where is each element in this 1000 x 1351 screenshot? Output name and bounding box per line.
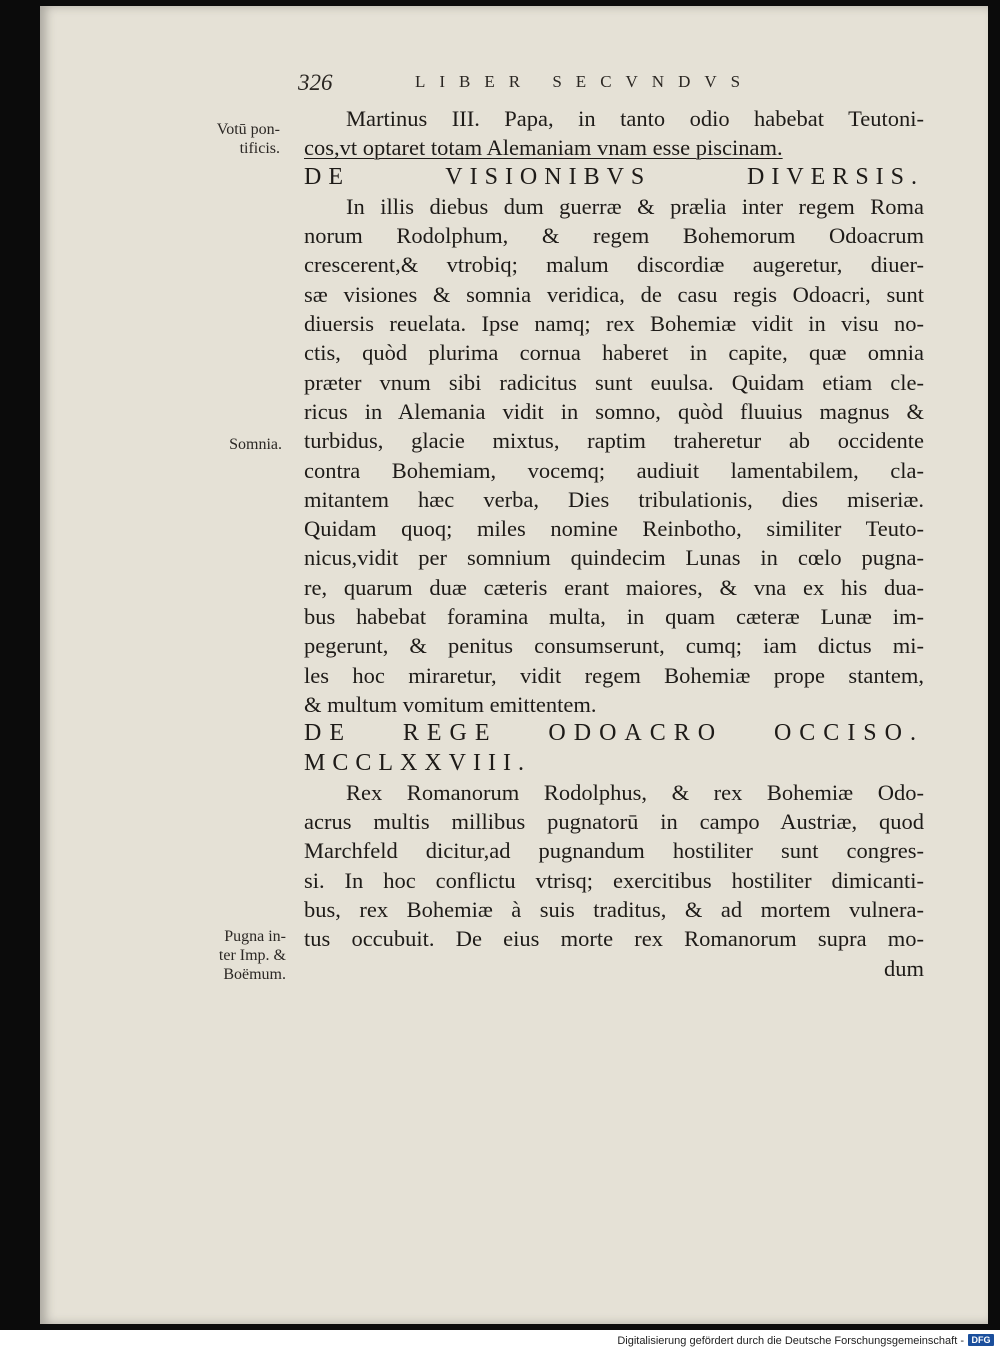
text-line: In illis diebus dum guerræ & prælia inter regem Roma <box>346 193 924 219</box>
text-line: & multum vomitum emittentem. <box>304 691 597 717</box>
text-line: bus, rex Bohemiæ à suis traditus, & ad mortem vulnera- <box>304 897 924 923</box>
paragraph-martinus <box>304 104 924 163</box>
text-line: les hoc miraretur, vidit regem Bohemiæ prope stantem, <box>304 662 924 688</box>
text-line: cos,vt optaret totam Alemaniam vnam esse piscinam. <box>304 135 783 161</box>
text-line: crescerent,& vtrobiq; malum discordiæ augeretur, diuer- <box>304 252 924 278</box>
text-line: contra Bohemiam, vocemq; audiuit lamentabilem, cla- <box>304 457 924 483</box>
text-line: tus occubuit. De eius morte rex Romanorum supra mo- <box>304 926 924 952</box>
text-line: pegerunt, & penitus consumserunt, cumq; iam dictus mi- <box>304 633 924 659</box>
running-title: LIBER SECVNDVS <box>415 72 755 91</box>
text-line: turbidus, glacie mixtus, raptim traheretur ab occidente <box>304 428 924 454</box>
text-line: bus habebat foramina multa, in quam cæteræ Lunæ im- <box>304 604 924 630</box>
marginal-note-votum: Votū pon- tificis. <box>216 121 280 157</box>
text-line: præter vnum sibi radicitus sunt euulsa. Quidam etiam cle- <box>304 369 924 395</box>
section-heading-odoacer: DE REGE ODOACRO OCCISO. <box>304 720 924 747</box>
text-line: norum Rodolphum, & regem Bohemorum Odoacrum <box>304 223 924 249</box>
text-line: acrus multis millibus pugnatorū in campo Austriæ, quod <box>304 809 924 835</box>
text-line: ctis, quòd plurima cornua haberet in capite, quæ omnia <box>304 340 924 366</box>
dfg-logo-icon: DFG <box>968 1334 994 1346</box>
text-line: ricus in Alemania vidit in somno, quòd fluuius magnus & <box>304 398 924 424</box>
text-line: Marchfeld dicitur,ad pugnandum hostiliter sunt congres- <box>304 838 924 864</box>
text-line: re, quarum duæ cæteris erant maiores, & vna ex his dua- <box>304 574 924 600</box>
paragraph-visions <box>304 192 924 719</box>
funding-notice: Digitalisierung gefördert durch die Deutsche Forschungsgemeinschaft - <box>617 1335 964 1347</box>
marginal-note-pugna: Pugna in- ter Imp. & Boëmum. <box>218 928 286 983</box>
section-year: MCCLXXVIII. <box>304 749 531 776</box>
text-line: Rex Romanorum Rodolphus, & rex Bohemiæ Odo- <box>346 779 924 805</box>
text-line: sæ visiones & somnia veridica, de casu regis Odoacri, sunt <box>304 281 924 307</box>
text-line: si. In hoc conflictu vtrisq; exercitibus hostiliter dimicanti- <box>304 867 924 893</box>
text-line: Quidam quoq; miles nomine Reinbotho, similiter Teuto- <box>304 516 924 542</box>
page-number: 326 <box>298 70 333 95</box>
text-line: nicus,vidit per somnium quindecim Lunas in cœlo pugna- <box>304 545 924 571</box>
main-text <box>304 104 924 983</box>
section-heading-visions: DE VISIONIBVS DIVERSIS. <box>304 163 924 190</box>
footer-bar <box>0 1330 1000 1351</box>
text-line: mitantem hæc verba, Dies tribulationis, dies miseriæ. <box>304 486 924 512</box>
text-line: diuersis reuelata. Ipse namq; rex Bohemiæ vidit in visu no- <box>304 311 924 337</box>
marginal-note-somnia: Somnia. <box>229 436 282 453</box>
text-line: Martinus III. Papa, in tanto odio habebat Teutoni- <box>346 106 924 131</box>
catchword: dum <box>883 955 924 981</box>
paragraph-battle <box>304 778 924 983</box>
